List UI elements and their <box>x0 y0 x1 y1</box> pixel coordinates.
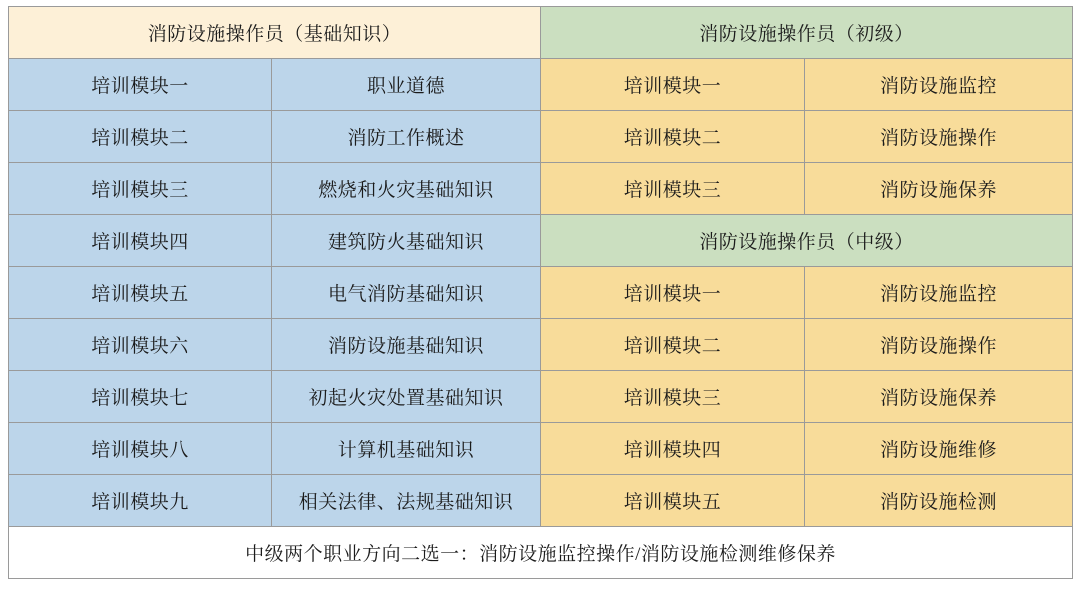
intermediate-name-2: 消防设施操作 <box>805 319 1073 371</box>
left-module-4: 培训模块四 <box>9 215 272 267</box>
table-row <box>9 7 1073 59</box>
training-module-table <box>8 6 1073 579</box>
left-name-9: 相关法律、法规基础知识 <box>272 475 541 527</box>
header-primary: 消防设施操作员（初级） <box>541 7 1073 59</box>
left-name-1: 职业道德 <box>272 59 541 111</box>
left-module-1: 培训模块一 <box>9 59 272 111</box>
table-row <box>9 111 1073 163</box>
primary-name-2: 消防设施操作 <box>805 111 1073 163</box>
intermediate-module-3: 培训模块三 <box>541 371 805 423</box>
table-row <box>9 319 1073 371</box>
intermediate-module-2: 培训模块二 <box>541 319 805 371</box>
primary-name-1: 消防设施监控 <box>805 59 1073 111</box>
primary-module-2: 培训模块二 <box>541 111 805 163</box>
footer-note: 中级两个职业方向二选一：消防设施监控操作/消防设施检测维修保养 <box>9 527 1073 579</box>
left-module-7: 培训模块七 <box>9 371 272 423</box>
intermediate-module-5: 培训模块五 <box>541 475 805 527</box>
table-row <box>9 423 1073 475</box>
left-name-3: 燃烧和火灾基础知识 <box>272 163 541 215</box>
intermediate-name-5: 消防设施检测 <box>805 475 1073 527</box>
intermediate-name-4: 消防设施维修 <box>805 423 1073 475</box>
left-name-4: 建筑防火基础知识 <box>272 215 541 267</box>
intermediate-module-4: 培训模块四 <box>541 423 805 475</box>
left-module-8: 培训模块八 <box>9 423 272 475</box>
intermediate-name-3: 消防设施保养 <box>805 371 1073 423</box>
left-module-5: 培训模块五 <box>9 267 272 319</box>
left-name-7: 初起火灾处置基础知识 <box>272 371 541 423</box>
intermediate-module-1: 培训模块一 <box>541 267 805 319</box>
left-module-3: 培训模块三 <box>9 163 272 215</box>
left-name-2: 消防工作概述 <box>272 111 541 163</box>
table-row <box>9 215 1073 267</box>
table-row <box>9 527 1073 579</box>
table-row <box>9 59 1073 111</box>
primary-module-3: 培训模块三 <box>541 163 805 215</box>
table-row <box>9 267 1073 319</box>
left-module-6: 培训模块六 <box>9 319 272 371</box>
table-row <box>9 475 1073 527</box>
table-row <box>9 371 1073 423</box>
left-module-2: 培训模块二 <box>9 111 272 163</box>
table-row <box>9 163 1073 215</box>
left-name-5: 电气消防基础知识 <box>272 267 541 319</box>
left-name-6: 消防设施基础知识 <box>272 319 541 371</box>
primary-module-1: 培训模块一 <box>541 59 805 111</box>
primary-name-3: 消防设施保养 <box>805 163 1073 215</box>
header-intermediate: 消防设施操作员（中级） <box>541 215 1073 267</box>
left-module-9: 培训模块九 <box>9 475 272 527</box>
header-basic: 消防设施操作员（基础知识） <box>9 7 541 59</box>
left-name-8: 计算机基础知识 <box>272 423 541 475</box>
intermediate-name-1: 消防设施监控 <box>805 267 1073 319</box>
